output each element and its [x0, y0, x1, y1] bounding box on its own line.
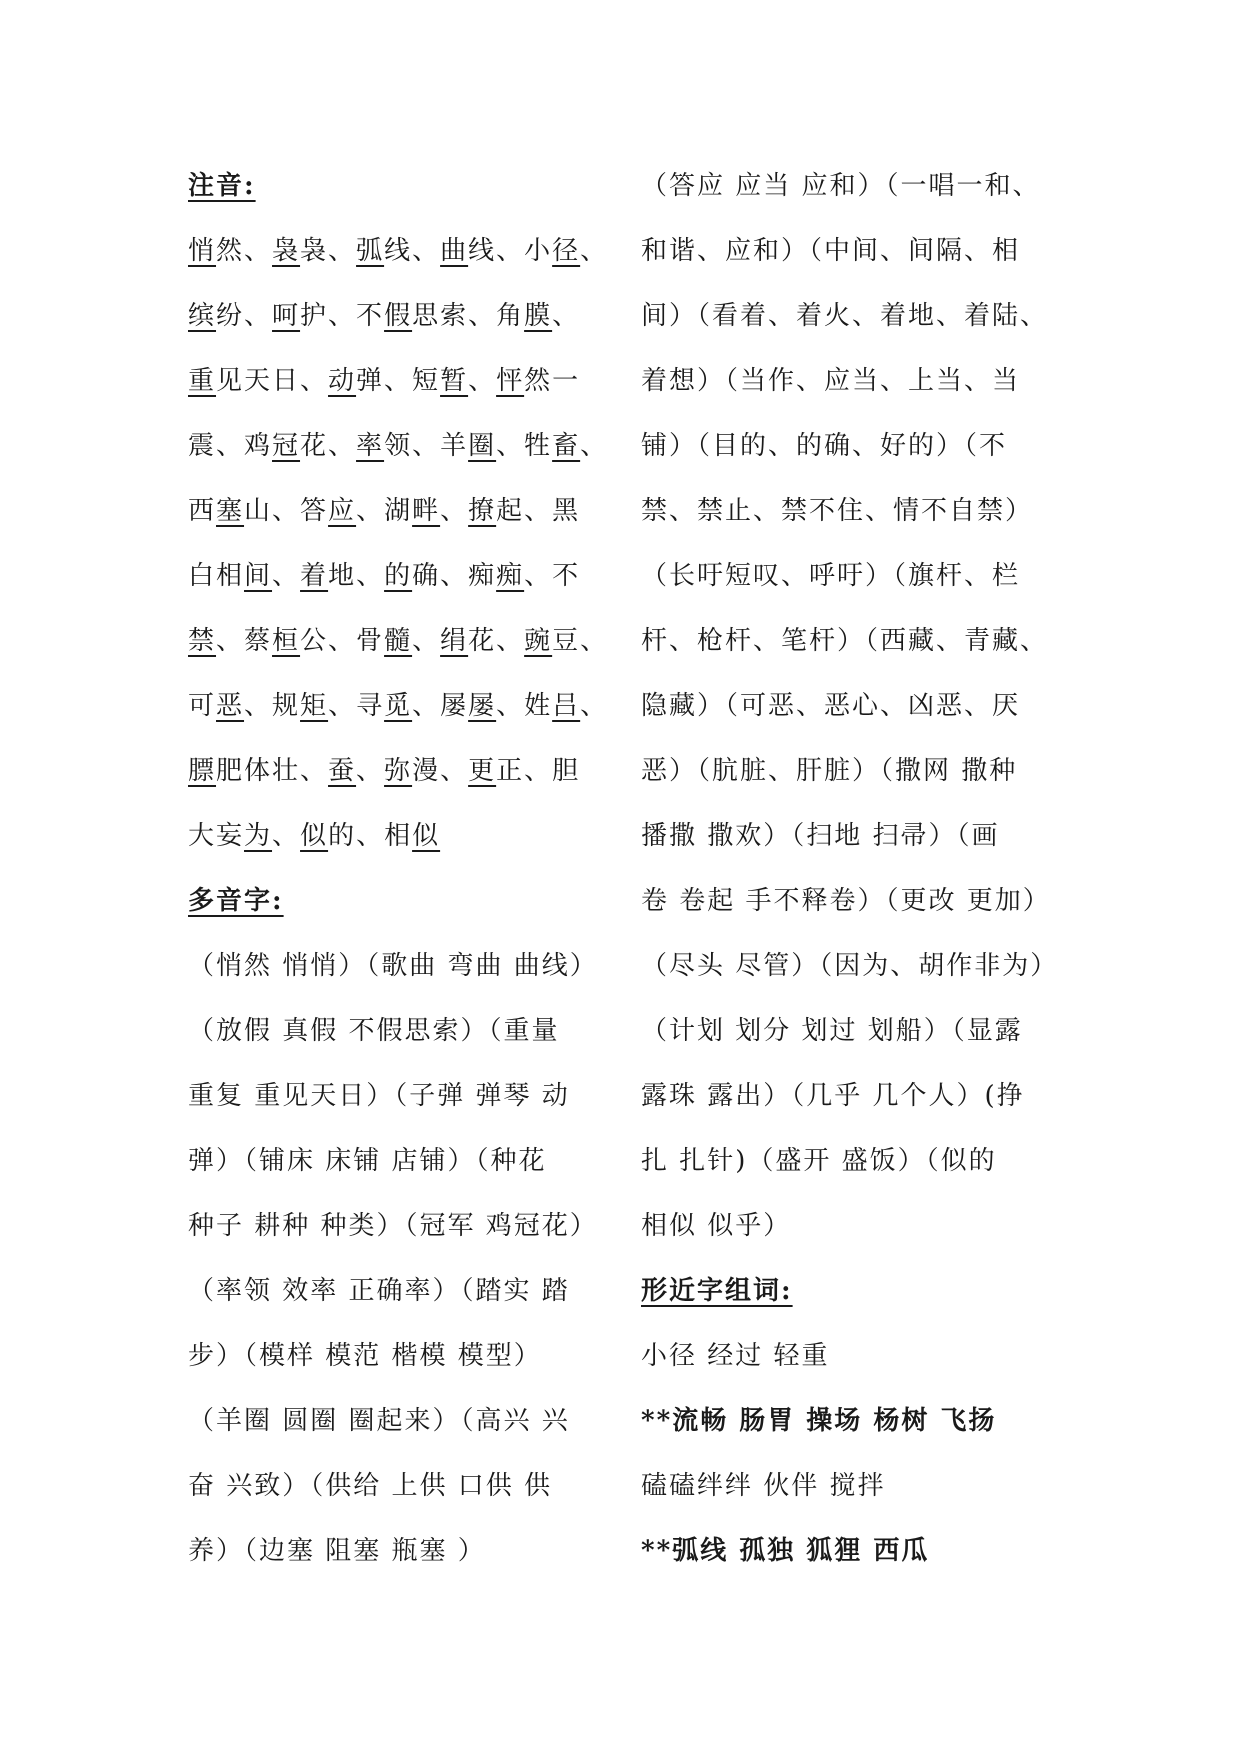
zhuyin-line [188, 349, 628, 414]
underlined-character: 桓 [272, 626, 301, 656]
underlined-character: 怦 [496, 366, 525, 396]
text-segment: 、 [440, 496, 469, 526]
text-segment: 、 [580, 691, 609, 721]
underlined-character: 撩 [468, 496, 497, 526]
text-segment: 确、痴 [412, 561, 497, 591]
underlined-character: 冠 [272, 431, 301, 461]
text-segment: 、 [356, 756, 385, 786]
duoyin-line: 播撒 撒欢）（扫地 扫帚）（画 [641, 821, 1000, 851]
underlined-character: 曲 [440, 236, 469, 266]
duoyin-line: 弹）（铺床 床铺 店铺）（种花 [188, 1146, 547, 1176]
underlined-character: 重 [188, 366, 217, 396]
text-segment: 山、答 [244, 496, 329, 526]
text-segment: 正、胆 [496, 756, 581, 786]
duoyin-line: （放假 真假 不假思索）（重量 [188, 1016, 560, 1046]
duoyin-line: （悄然 悄悄）（歌曲 弯曲 曲线） [188, 951, 598, 981]
underlined-character: 呵 [272, 301, 301, 331]
underlined-character: 似 [412, 821, 441, 851]
right-column [641, 154, 1081, 1584]
zhuyin-line [188, 609, 628, 674]
text-segment: 、湖 [356, 496, 413, 526]
underlined-character: 径 [552, 236, 581, 266]
text-segment: 花、 [300, 431, 357, 461]
duoyin-line: 杆、枪杆、笔杆）（西藏、青藏、 [641, 626, 1049, 656]
duoyin-line: 扎 扎针)（盛开 盛饭）（似的 [641, 1146, 997, 1176]
text-segment: 、 [580, 236, 609, 266]
zhuyin-line [188, 544, 628, 609]
text-segment: 西 [188, 496, 217, 526]
underlined-character: 膘 [188, 756, 217, 786]
underlined-character: 袅 [272, 236, 301, 266]
xingjin-section [641, 1324, 1081, 1584]
text-segment: 白相 [188, 561, 245, 591]
duoyin-section-left [188, 934, 628, 1584]
duoyin-line: 奋 兴致）（供给 上供 口供 供 [188, 1471, 553, 1501]
duoyin-line: 种子 耕种 种类）（冠军 鸡冠花） [188, 1211, 598, 1241]
text-segment: 线、小 [468, 236, 553, 266]
underlined-character: 畔 [412, 496, 441, 526]
text-segment: 花、 [468, 626, 525, 656]
underlined-character: 绢 [440, 626, 469, 656]
underlined-character: 蚕 [328, 756, 357, 786]
duoyin-line: （长吁短叹、呼吁）（旗杆、栏 [641, 561, 1021, 591]
text-segment: 见天日、 [216, 366, 329, 396]
underlined-character: 觅 [384, 691, 413, 721]
duoyin-line: 相似 似乎） [641, 1211, 792, 1241]
underlined-character: 豌 [524, 626, 553, 656]
text-segment: 、姓 [496, 691, 553, 721]
text-segment: 纷、 [216, 301, 273, 331]
duoyin-section-right [641, 154, 1081, 1259]
underlined-character: 动 [328, 366, 357, 396]
underlined-character: 屡 [468, 691, 497, 721]
text-segment: 思索、角 [412, 301, 525, 331]
text-segment: 漫、 [412, 756, 469, 786]
zhuyin-line [188, 674, 628, 739]
duoyin-line: 步）（模样 模范 楷模 模型） [188, 1341, 542, 1371]
duoyin-line: 铺）（目的、的确、好的）（不 [641, 431, 1008, 461]
text-segment: 、牲 [496, 431, 553, 461]
duoyin-line: （计划 划分 划过 划船）（显露 [641, 1016, 1023, 1046]
duoyin-line: （答应 应当 应和）（一唱一和、 [641, 171, 1041, 201]
text-segment: 然、 [216, 236, 273, 266]
heading-duoyin: 多音字: [188, 886, 284, 916]
text-segment: 、不 [524, 561, 581, 591]
text-segment: 袅、 [300, 236, 357, 266]
text-segment: 、 [272, 821, 301, 851]
zhuyin-line [188, 804, 628, 869]
text-segment: 线、 [384, 236, 441, 266]
text-segment: 公、骨 [300, 626, 385, 656]
text-segment: 肥体壮、 [216, 756, 329, 786]
text-segment: 护、不 [300, 301, 385, 331]
duoyin-line: （尽头 尽管）（因为、胡作非为） [641, 951, 1059, 981]
duoyin-line: 隐藏）（可恶、恶心、凶恶、厌 [641, 691, 1021, 721]
zhuyin-line [188, 284, 628, 349]
text-segment: 、屡 [412, 691, 469, 721]
text-segment: 、规 [244, 691, 301, 721]
text-segment: 地、 [328, 561, 385, 591]
text-segment: 弹、短 [356, 366, 441, 396]
duoyin-line: 禁、禁止、禁不住、情不自禁） [641, 496, 1034, 526]
underlined-character: 着 [300, 561, 329, 591]
text-segment: 的、相 [328, 821, 413, 851]
underlined-character: 悄 [188, 236, 217, 266]
zhuyin-line [188, 739, 628, 804]
text-segment: 可 [188, 691, 217, 721]
duoyin-line: （羊圈 圆圈 圈起来）（高兴 兴 [188, 1406, 570, 1436]
underlined-character: 畜 [552, 431, 581, 461]
duoyin-line: （率领 效率 正确率）（踏实 踏 [188, 1276, 570, 1306]
underlined-character: 缤 [188, 301, 217, 331]
underlined-character: 圈 [468, 431, 497, 461]
left-column [188, 154, 628, 1584]
text-segment: 然一 [524, 366, 581, 396]
text-segment: 起、黑 [496, 496, 581, 526]
zhuyin-section [188, 219, 628, 869]
duoyin-line: 恶）（肮脏、肝脏）（撒网 撒种 [641, 756, 1018, 786]
text-segment: 、蔡 [216, 626, 273, 656]
underlined-character: 率 [356, 431, 385, 461]
underlined-character: 膜 [524, 301, 553, 331]
duoyin-line: 重复 重见天日）（子弹 弹琴 动 [188, 1081, 570, 1111]
duoyin-line: 着想）（当作、应当、上当、当 [641, 366, 1021, 396]
xingjin-line: 小径 经过 轻重 [641, 1341, 830, 1371]
underlined-character: 禁 [188, 626, 217, 656]
underlined-character: 痴 [496, 561, 525, 591]
underlined-character: 暂 [440, 366, 469, 396]
underlined-character: 似 [300, 821, 329, 851]
duoyin-line: 露珠 露出）（几乎 几个人）(挣 [641, 1081, 1025, 1111]
underlined-character: 髓 [384, 626, 413, 656]
underlined-character: 恶 [216, 691, 245, 721]
heading-zhuyin: 注音: [188, 171, 256, 201]
text-segment: 、 [552, 301, 581, 331]
text-segment: 、 [272, 561, 301, 591]
underlined-character: 弧 [356, 236, 385, 266]
duoyin-line: 间）（看着、着火、着地、着陆、 [641, 301, 1049, 331]
underlined-character: 的 [384, 561, 413, 591]
xingjin-line: 磕磕绊绊 伙伴 搅拌 [641, 1471, 886, 1501]
text-segment: 豆、 [552, 626, 609, 656]
text-segment: 大妄 [188, 821, 245, 851]
duoyin-line: 养）（边塞 阻塞 瓶塞 ） [188, 1536, 486, 1566]
underlined-character: 弥 [384, 756, 413, 786]
underlined-character: 间 [244, 561, 273, 591]
text-segment: 震、鸡 [188, 431, 273, 461]
duoyin-line: 和谐、应和）（中间、间隔、相 [641, 236, 1021, 266]
underlined-character: 假 [384, 301, 413, 331]
underlined-character: 为 [244, 821, 273, 851]
duoyin-line: 卷 卷起 手不释卷）（更改 更加） [641, 886, 1051, 916]
underlined-character: 应 [328, 496, 357, 526]
text-segment: 、 [468, 366, 497, 396]
zhuyin-line [188, 414, 628, 479]
xingjin-line: **弧线 孤独 狐狸 西瓜 [641, 1536, 930, 1566]
xingjin-line: **流畅 肠胃 操场 杨树 飞扬 [641, 1406, 997, 1436]
text-segment: 、 [412, 626, 441, 656]
text-segment: 领、羊 [384, 431, 469, 461]
zhuyin-line [188, 219, 628, 284]
text-segment: 、寻 [328, 691, 385, 721]
heading-xingjin: 形近字组词: [641, 1276, 793, 1306]
text-segment: 、 [580, 431, 609, 461]
underlined-character: 吕 [552, 691, 581, 721]
underlined-character: 塞 [216, 496, 245, 526]
zhuyin-line [188, 479, 628, 544]
underlined-character: 矩 [300, 691, 329, 721]
underlined-character: 更 [468, 756, 497, 786]
